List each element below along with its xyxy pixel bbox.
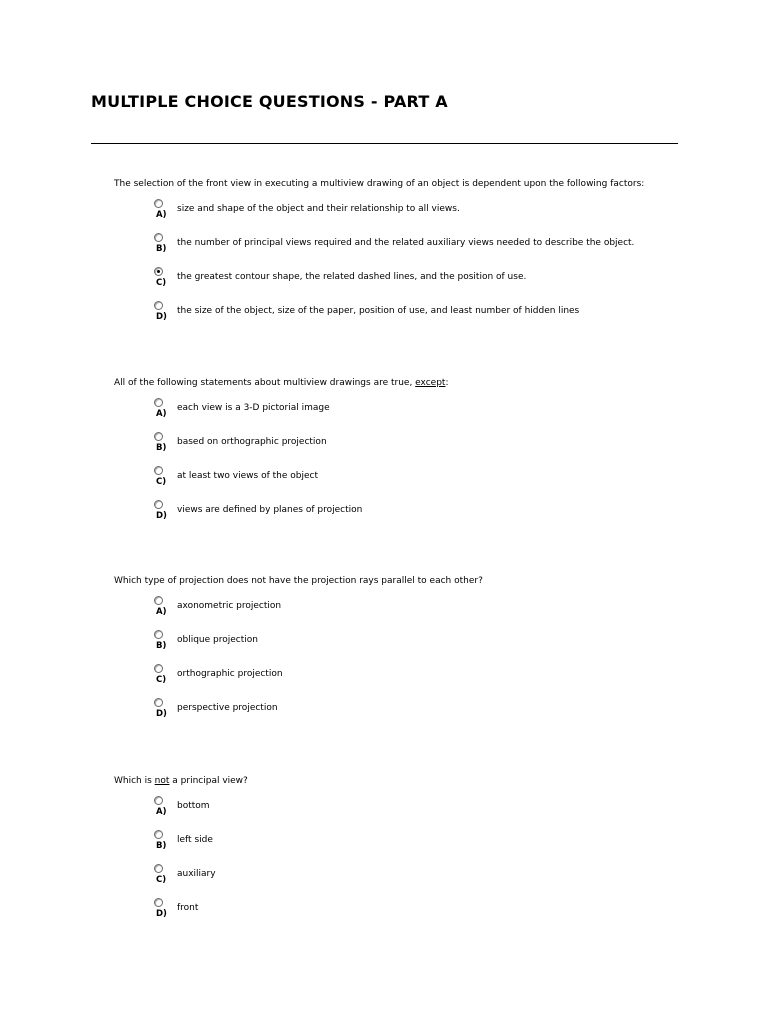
option-text: at least two views of the object (177, 471, 318, 481)
radio-button[interactable] (154, 630, 163, 639)
option-d[interactable] (114, 297, 694, 331)
option-b[interactable] (114, 229, 694, 263)
option-text: left side (177, 835, 213, 845)
option-text: auxiliary (177, 869, 216, 879)
question-text: Which type of projection does not have the projection rays parallel to each other? (114, 576, 483, 586)
option-a[interactable] (114, 792, 694, 826)
option-letter: D) (156, 511, 167, 521)
question-text-before: All of the following statements about multiview drawings are true, (114, 378, 416, 388)
option-d[interactable] (114, 894, 694, 928)
radio-button[interactable] (154, 898, 163, 907)
option-c[interactable] (114, 860, 694, 894)
option-d[interactable] (114, 694, 694, 728)
question-4 (114, 775, 694, 928)
question-3 (114, 575, 694, 728)
question-text (114, 775, 694, 787)
options-list (114, 195, 694, 331)
question-2 (114, 377, 694, 530)
question-1 (114, 178, 694, 331)
option-letter: C) (156, 477, 167, 487)
option-b[interactable] (114, 626, 694, 660)
radio-button[interactable] (154, 398, 163, 407)
option-text: bottom (177, 801, 210, 811)
question-text: The selection of the front view in executing a multiview drawing of an object is dependent upon the following factors: (114, 179, 645, 189)
option-a[interactable] (114, 394, 694, 428)
radio-button[interactable] (154, 596, 163, 605)
option-text: axonometric projection (177, 601, 282, 611)
option-c[interactable] (114, 462, 694, 496)
option-letter: D) (156, 909, 167, 919)
option-letter: A) (156, 409, 167, 419)
option-text: oblique projection (177, 635, 258, 645)
option-b[interactable] (114, 428, 694, 462)
radio-button[interactable] (154, 466, 163, 475)
page-title: MULTIPLE CHOICE QUESTIONS - PART A (91, 92, 448, 111)
option-c[interactable] (114, 263, 694, 297)
option-letter: B) (156, 841, 167, 851)
option-letter: B) (156, 443, 167, 453)
option-text: orthographic projection (177, 669, 283, 679)
option-text: the number of principal views required and the related auxiliary views needed to describe the object. (177, 238, 635, 248)
option-letter: C) (156, 875, 167, 885)
title-divider (91, 143, 678, 144)
radio-button[interactable] (154, 864, 163, 873)
question-text-emphasis: not (154, 776, 170, 786)
radio-button[interactable] (154, 199, 163, 208)
radio-button[interactable] (154, 233, 163, 242)
radio-button[interactable] (154, 432, 163, 441)
option-text: the greatest contour shape, the related dashed lines, and the position of use. (177, 272, 527, 282)
option-text: each view is a 3-D pictorial image (177, 403, 330, 413)
option-b[interactable] (114, 826, 694, 860)
option-text: based on orthographic projection (177, 437, 327, 447)
options-list (114, 394, 694, 530)
option-letter: D) (156, 312, 167, 322)
question-text-after: : (445, 378, 449, 388)
radio-button[interactable] (154, 796, 163, 805)
option-letter: C) (156, 278, 167, 288)
option-letter: C) (156, 675, 167, 685)
question-text-after: a principal view? (169, 776, 248, 786)
option-text: views are defined by planes of projection (177, 505, 363, 515)
options-list (114, 792, 694, 928)
option-letter: B) (156, 641, 167, 651)
option-text: size and shape of the object and their relationship to all views. (177, 204, 460, 214)
radio-button[interactable] (154, 301, 163, 310)
option-letter: A) (156, 607, 167, 617)
question-text (114, 377, 694, 389)
option-d[interactable] (114, 496, 694, 530)
option-a[interactable] (114, 592, 694, 626)
question-text-before: Which is (114, 776, 155, 786)
question-text-emphasis: except (415, 378, 446, 388)
radio-button[interactable] (154, 267, 163, 276)
option-text: perspective projection (177, 703, 278, 713)
option-text: front (177, 903, 199, 913)
radio-button[interactable] (154, 698, 163, 707)
option-text: the size of the object, size of the paper, position of use, and least number of hidden lines (177, 306, 580, 316)
option-letter: A) (156, 807, 167, 817)
radio-button[interactable] (154, 500, 163, 509)
options-list (114, 592, 694, 728)
option-a[interactable] (114, 195, 694, 229)
option-letter: B) (156, 244, 167, 254)
option-c[interactable] (114, 660, 694, 694)
radio-button[interactable] (154, 830, 163, 839)
option-letter: A) (156, 210, 167, 220)
radio-button[interactable] (154, 664, 163, 673)
option-letter: D) (156, 709, 167, 719)
